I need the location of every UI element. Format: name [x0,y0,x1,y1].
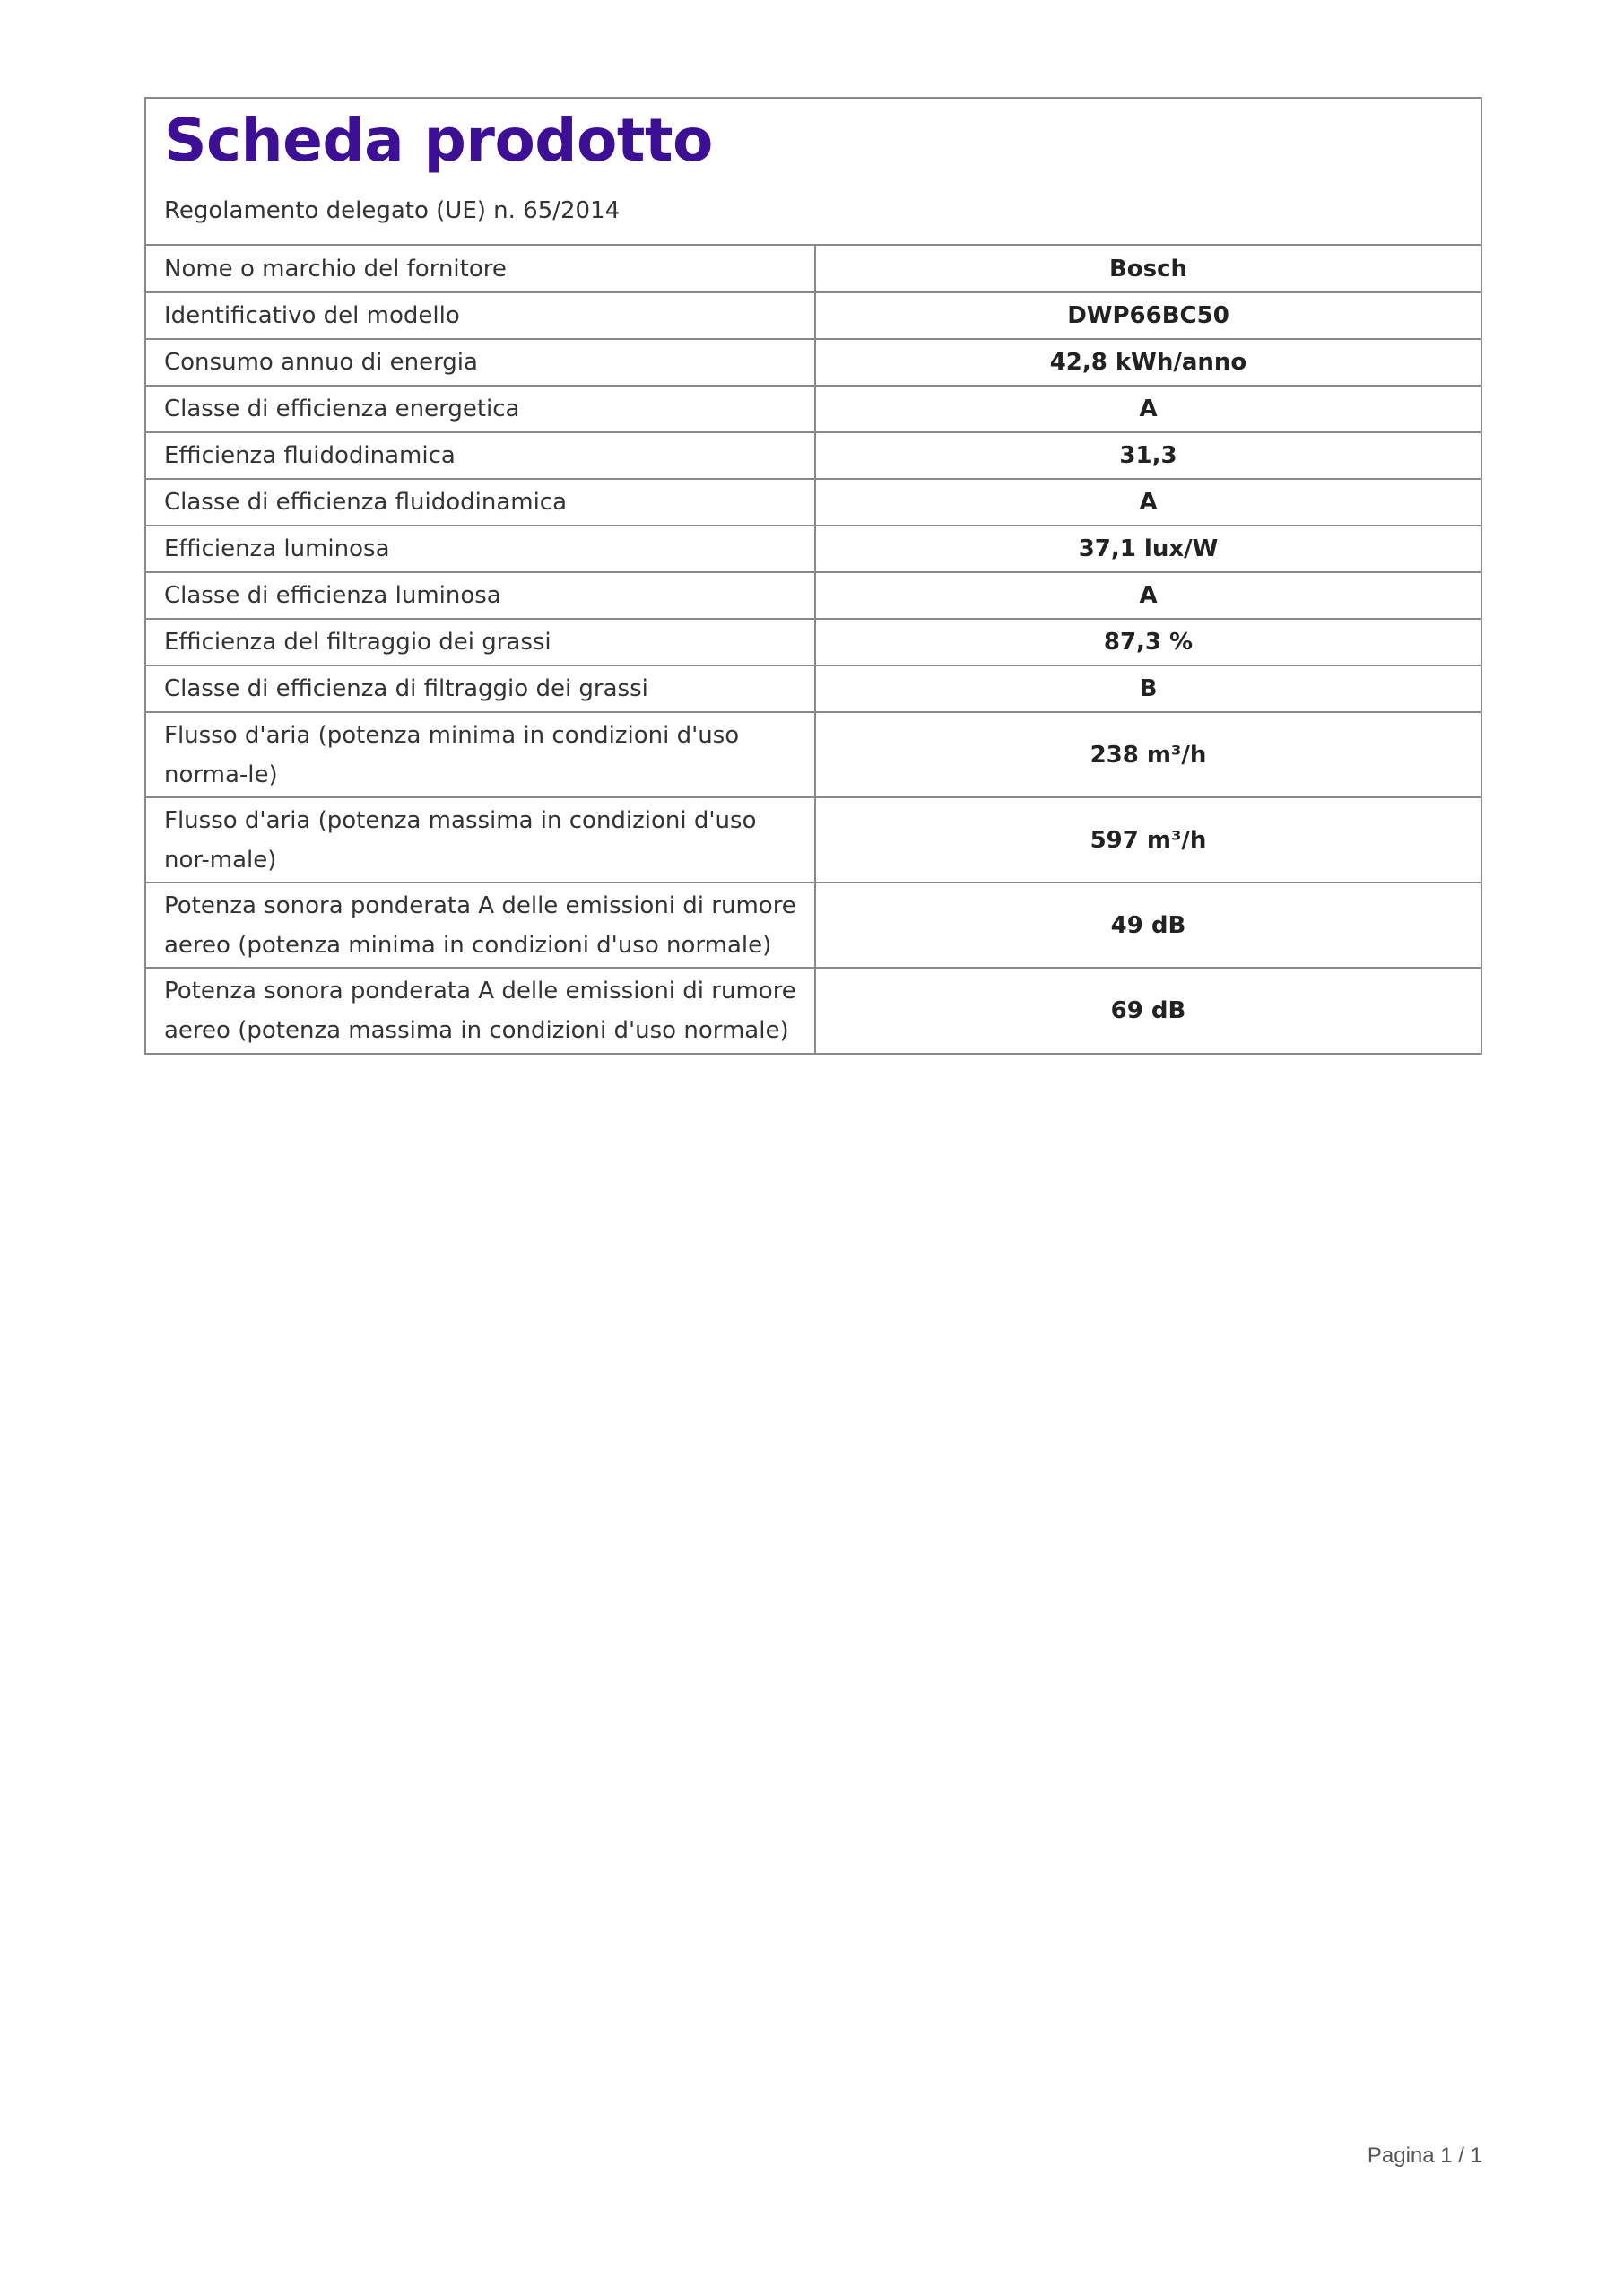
regulation-subtitle: Regolamento delegato (UE) n. 65/2014 [164,197,621,224]
row-value-supplier: Bosch [1108,255,1188,283]
row-value-grease-class: B [815,665,1481,712]
table-row [146,526,1481,572]
table-row [146,432,1481,479]
table-row [146,968,1481,1053]
row-value-energy-class: A [815,386,1481,432]
row-value-model: DWP66BC50 [815,292,1481,339]
row-value-fluid-class: A [815,479,1481,526]
row-label-grease-efficiency: Efficienza del filtraggio dei grassi [146,619,815,665]
row-label-energy-consumption: Consumo annuo di energia [146,339,815,386]
row-value-grease-efficiency: 87,3 % [815,619,1481,665]
row-label-noise-min: Potenza sonora ponderata A delle emissioni di rumore aereo (potenza minima in condizioni d'uso normale) [146,883,815,968]
table-row [146,712,1481,797]
row-value-energy-consumption: 42,8 kWh/anno [815,339,1481,386]
page-title: Scheda prodotto [164,106,713,175]
row-label-grease-class: Classe di efficienza di filtraggio dei grassi [146,665,815,712]
table-row [146,665,1481,712]
row-label-light-efficiency: Efficienza luminosa [146,526,815,572]
row-value-airflow-min: 238 m³/h [815,712,1481,797]
sheet-header [146,99,1481,246]
table-row [146,479,1481,526]
table-row [146,386,1481,432]
row-value-noise-max: 69 dB [815,968,1481,1053]
row-label-airflow-min: Flusso d'aria (potenza minima in condizioni d'uso norma-le) [146,712,815,797]
row-label-fluid-efficiency: Efficienza fluidodinamica [146,432,815,479]
row-value-noise-min: 49 dB [815,883,1481,968]
row-label-energy-class: Classe di efficienza energetica [146,386,815,432]
page-number: Pagina 1 / 1 [1367,2144,1482,2168]
table-row [146,572,1481,619]
row-value-light-class: A [815,572,1481,619]
table-row [146,246,1481,292]
row-label-noise-max: Potenza sonora ponderata A delle emissioni di rumore aereo (potenza massima in condizioni d'uso normale) [146,968,815,1053]
table-row [146,339,1481,386]
row-label-fluid-class: Classe di efficienza fluidodinamica [146,479,815,526]
product-data-table [146,246,1481,1053]
table-row [146,883,1481,968]
row-label-airflow-max: Flusso d'aria (potenza massima in condizioni d'uso nor-male) [146,797,815,883]
row-value-light-efficiency: 37,1 lux/W [815,526,1481,572]
row-label-light-class: Classe di efficienza luminosa [146,572,815,619]
row-label-supplier: Nome o marchio del fornitore [146,246,815,292]
table-row [146,797,1481,883]
table-row [146,292,1481,339]
row-value-airflow-max: 597 m³/h [815,797,1481,883]
product-sheet [144,97,1482,1055]
table-row [146,619,1481,665]
row-value-fluid-efficiency: 31,3 [815,432,1481,479]
row-label-model: Identificativo del modello [146,292,815,339]
